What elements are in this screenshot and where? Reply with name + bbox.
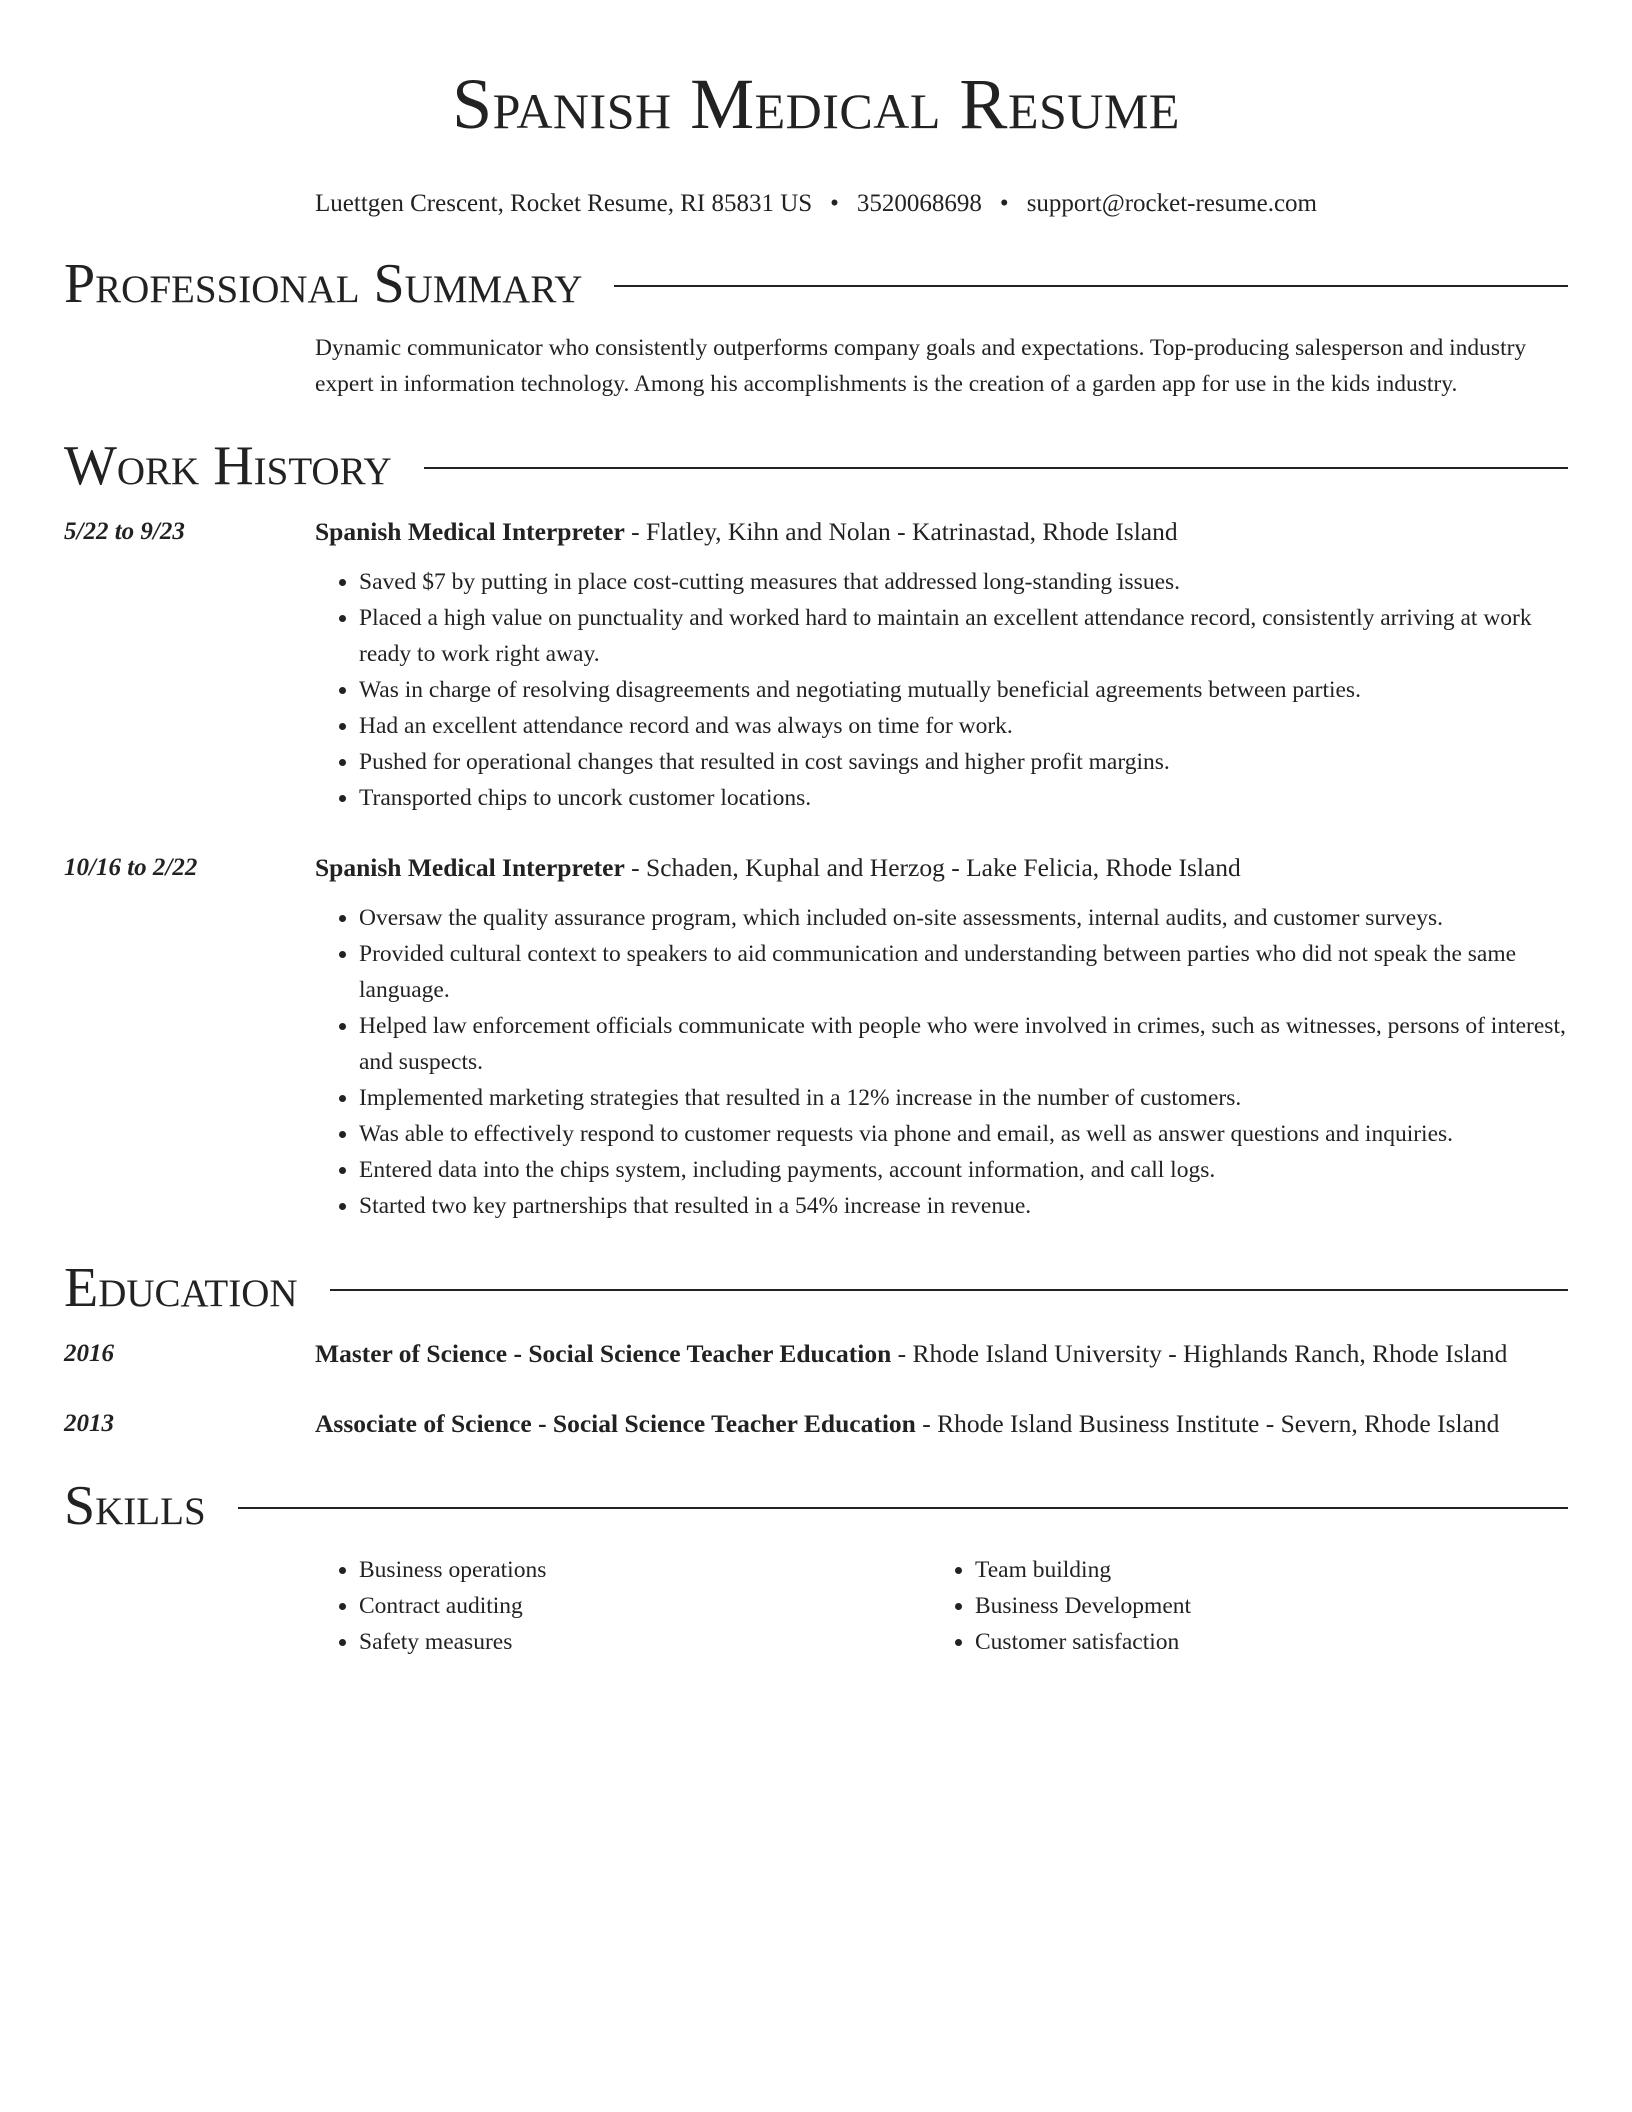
list-item: • Was able to effectively respond to customer requests via phone and email, as well as answer questions and inquiries. xyxy=(359,1116,1568,1152)
contact-separator: • xyxy=(999,190,1009,217)
skills-list-left xyxy=(315,1552,931,1660)
section-title-summary: Professional Summary xyxy=(64,253,583,315)
contact-separator: • xyxy=(830,190,839,217)
summary-section-header xyxy=(64,254,1568,314)
list-item: • Transported chips to uncork customer locations. xyxy=(359,780,1568,816)
education-degree: Associate of Science - Social Science Teacher Education xyxy=(315,1409,916,1438)
education-details xyxy=(315,1336,1568,1372)
skill-item: • Business Development xyxy=(975,1588,1547,1624)
contact-line xyxy=(64,188,1568,220)
work-section-header xyxy=(64,436,1568,496)
education-section-header xyxy=(64,1258,1568,1318)
contact-address: Luettgen Crescent, Rocket Resume, RI 85831 US xyxy=(315,190,813,217)
education-year: 2013 xyxy=(64,1410,114,1437)
section-divider xyxy=(238,1507,1568,1509)
resume-name: Spanish Medical Resume xyxy=(452,64,1180,144)
section-title-work: Work History xyxy=(64,435,392,497)
job-dates: 10/16 to 2/22 xyxy=(64,854,198,881)
section-divider xyxy=(424,467,1568,469)
skill-item: • Business operations xyxy=(359,1552,931,1588)
job-details xyxy=(315,514,1568,816)
list-item: • Started two key partnerships that resulted in a 54% increase in revenue. xyxy=(359,1188,1568,1224)
summary-text: Dynamic communicator who consistently outperforms company goals and expectations. Top-producing salesperson and industry expert in information technology. Among his accomplishments is the creation of a garden app for use in the kids industry. xyxy=(315,335,1527,397)
job-bullets xyxy=(315,900,1568,1224)
job-heading xyxy=(315,850,1568,886)
list-item: • Entered data into the chips system, including payments, account information, and call logs. xyxy=(359,1152,1568,1188)
contact-email: support@rocket-resume.com xyxy=(1026,190,1317,217)
education-year: 2016 xyxy=(64,1340,114,1367)
job-details xyxy=(315,850,1568,1224)
education-school: - Rhode Island Business Institute - Severn, Rhode Island xyxy=(915,1409,1500,1438)
skills-section-header xyxy=(64,1476,1568,1536)
list-item: • Saved $7 by putting in place cost-cutting measures that addressed long-standing issues. xyxy=(359,564,1568,600)
list-item: • Pushed for operational changes that resulted in cost savings and higher profit margins. xyxy=(359,744,1568,780)
contact-phone: 3520068698 xyxy=(856,190,982,217)
list-item: • Provided cultural context to speakers to aid communication and understanding between parties who did not speak the same language. xyxy=(359,936,1568,1008)
job-dates: 5/22 to 9/23 xyxy=(64,518,185,545)
skill-item: • Customer satisfaction xyxy=(975,1624,1547,1660)
section-divider xyxy=(330,1289,1568,1291)
job-entry xyxy=(64,850,1568,1224)
list-item: • Had an excellent attendance record and was always on time for work. xyxy=(359,708,1568,744)
job-bullets xyxy=(315,564,1568,816)
education-entry xyxy=(64,1406,1568,1442)
skill-item: • Team building xyxy=(975,1552,1547,1588)
summary-left-gutter xyxy=(64,330,315,402)
section-title-education: Education xyxy=(64,1257,298,1319)
job-employer: - Flatley, Kihn and Nolan - Katrinastad, Rhode Island xyxy=(624,517,1178,546)
list-item: • Oversaw the quality assurance program, which included on-site assessments, internal audits, and customer surveys. xyxy=(359,900,1568,936)
skills-left-gutter xyxy=(64,1552,315,1660)
section-divider xyxy=(614,285,1568,287)
skills-block xyxy=(64,1552,1568,1660)
section-title-skills: Skills xyxy=(64,1475,206,1537)
job-title: Spanish Medical Interpreter xyxy=(315,853,625,882)
job-entry xyxy=(64,514,1568,816)
list-item: • Placed a high value on punctuality and worked hard to maintain an excellent attendance record, consistently arriving at work ready to work right away. xyxy=(359,600,1568,672)
skill-item: • Contract auditing xyxy=(359,1588,931,1624)
skill-item: • Safety measures xyxy=(359,1624,931,1660)
education-school: - Rhode Island University - Highlands Ranch, Rhode Island xyxy=(891,1339,1508,1368)
job-heading xyxy=(315,514,1568,550)
list-item: • Implemented marketing strategies that resulted in a 12% increase in the number of customers. xyxy=(359,1080,1568,1116)
summary-block xyxy=(64,330,1568,402)
education-entry xyxy=(64,1336,1568,1372)
job-employer: - Schaden, Kuphal and Herzog - Lake Felicia, Rhode Island xyxy=(624,853,1241,882)
list-item: • Was in charge of resolving disagreements and negotiating mutually beneficial agreements between parties. xyxy=(359,672,1568,708)
education-degree: Master of Science - Social Science Teacher Education xyxy=(315,1339,892,1368)
list-item: • Helped law enforcement officials communicate with people who were involved in crimes, such as witnesses, persons of interest, and suspects. xyxy=(359,1008,1568,1080)
education-details xyxy=(315,1406,1568,1442)
skills-columns xyxy=(315,1552,1568,1660)
job-title: Spanish Medical Interpreter xyxy=(315,517,625,546)
skills-list-right xyxy=(931,1552,1547,1660)
